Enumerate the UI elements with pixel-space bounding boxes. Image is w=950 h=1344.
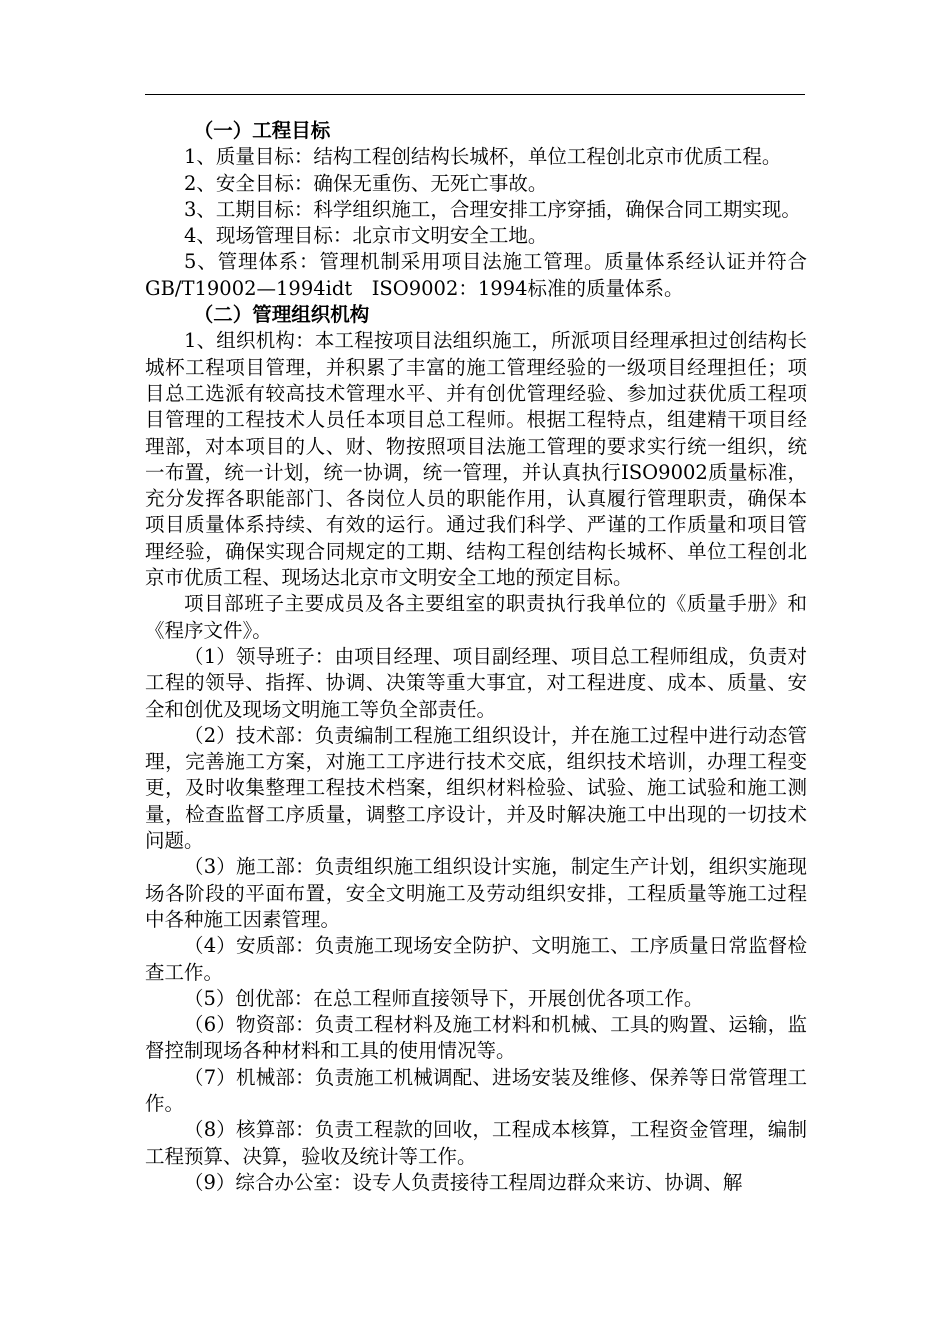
paragraph-technical-dept: （2）技术部：负责编制工程施工组织设计，并在施工过程中进行动态管理，完善施工方案，对施工工序进行技术交底，组织技术培训，办理工程变更，及时收集整理工程技术档案，组织材料检验、试验、施工试验和施工测量，检查监督工序质量，调整工序设计，并及时解决施工中出现的一切技术问题。 bbox=[145, 723, 807, 853]
paragraph-organization: 1、组织机构：本工程按项目法组织施工，所派项目经理承担过创结构长城杯工程项目管理，并积累了丰富的施工管理经验的一级项目经理担任；项目总工选派有较高技术管理水平、并有创优管理经验、参加过获优质工程项目管理的工程技术人员任本项目总工程师。根据工程特点，组建精干项目经理部，对本项目的人、财、物按照项目法施工管理的要求实行统一组织，统一布置，统一计划，统一协调，统一管理，并认真执行ISO9002质量标准，充分发挥各职能部门、各岗位人员的职能作用，认真履行管理职责，确保本项目质量体系持续、有效的运行。通过我们科学、严谨的工作质量和项目管理经验，确保实现合同规定的工期、结构工程创结构长城杯、单位工程创北京市优质工程、现场达北京市文明安全工地的预定目标。 bbox=[145, 329, 807, 590]
section-heading-organization: （二）管理组织机构 bbox=[193, 303, 370, 327]
paragraph-safety-quality-dept: （4）安质部：负责施工现场安全防护、文明施工、工序质量日常监督检查工作。 bbox=[145, 934, 807, 984]
paragraph-machinery-dept: （7）机械部：负责施工机械调配、进场安装及维修、保养等日常管理工作。 bbox=[145, 1065, 807, 1115]
paragraph-duties-intro: 项目部班子主要成员及各主要组室的职责执行我单位的《质量手册》和《程序文件》。 bbox=[145, 592, 807, 642]
goal-schedule: 3、工期目标：科学组织施工，合理安排工序穿插，确保合同工期实现。 bbox=[184, 197, 801, 221]
goal-management-system: 5、管理体系：管理机制采用项目法施工管理。质量体系经认证并符合GB/T19002—1994idt ISO9002：1994标准的质量体系。 bbox=[145, 250, 807, 300]
paragraph-leadership: （1）领导班子：由项目经理、项目副经理、项目总工程师组成，负责对工程的领导、指挥、协调、决策等重大事宜，对工程进度、成本、质量、安全和创优及现场文明施工等负全部责任。 bbox=[145, 644, 807, 721]
document-body bbox=[145, 118, 807, 1196]
goal-safety: 2、安全目标：确保无重伤、无死亡事故。 bbox=[184, 171, 548, 195]
paragraph-general-office: （9）综合办公室：设专人负责接待工程周边群众来访、协调、解 bbox=[184, 1170, 743, 1194]
section-heading-project-goals: （一）工程目标 bbox=[193, 119, 331, 142]
goal-quality: 1、质量目标：结构工程创结构长城杯，单位工程创北京市优质工程。 bbox=[184, 145, 782, 169]
paragraph-materials-dept: （6）物资部：负责工程材料及施工材料和机械、工具的购置、运输，监督控制现场各种材料和工具的使用情况等。 bbox=[145, 1013, 807, 1063]
goal-site-management: 4、现场管理目标：北京市文明安全工地。 bbox=[184, 224, 548, 248]
header-rule bbox=[145, 94, 805, 95]
paragraph-accounting-dept: （8）核算部：负责工程款的回收，工程成本核算，工程资金管理，编制工程预算、决算，验收及统计等工作。 bbox=[145, 1118, 807, 1168]
paragraph-construction-dept: （3）施工部：负责组织施工组织设计实施，制定生产计划，组织实施现场各阶段的平面布置，安全文明施工及劳动组织安排，工程质量等施工过程中各种施工因素管理。 bbox=[145, 855, 807, 931]
paragraph-excellence-dept: （5）创优部：在总工程师直接领导下，开展创优各项工作。 bbox=[184, 986, 704, 1010]
